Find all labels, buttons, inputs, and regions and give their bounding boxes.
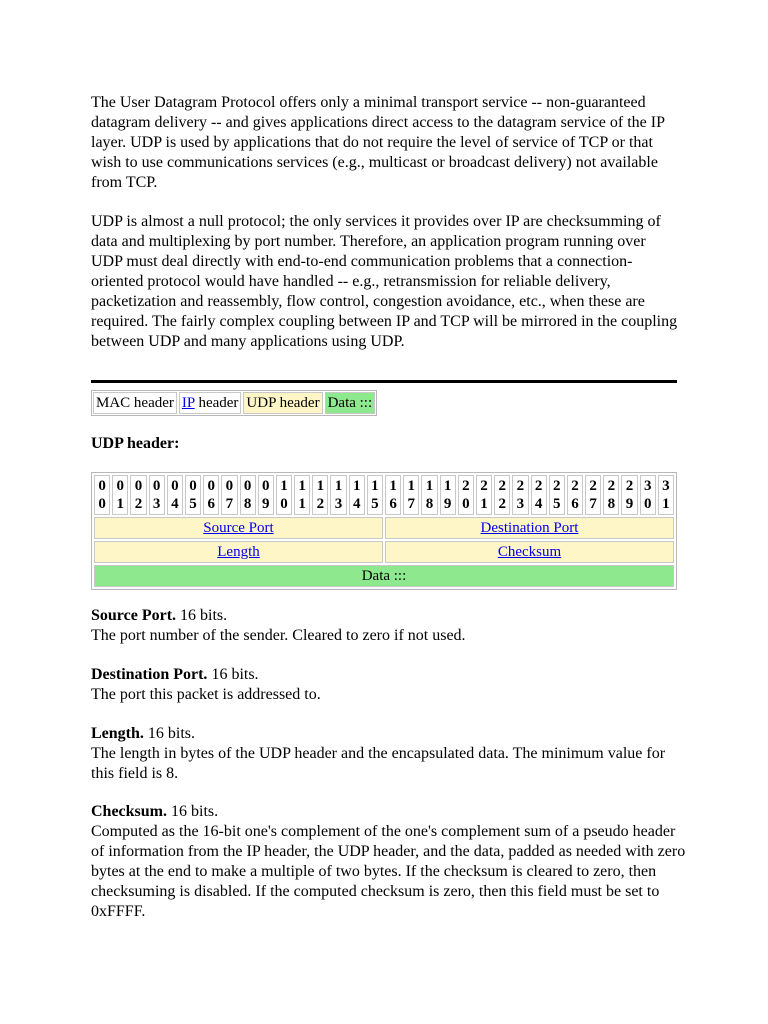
bit-number-cell [240, 475, 256, 515]
bit-number-cell [640, 475, 656, 515]
field-size: 16 bits. [167, 803, 219, 820]
bit-ones-digit: 4 [534, 496, 543, 512]
bit-ones-digit: 6 [207, 496, 215, 512]
encapsulation-table [91, 390, 377, 416]
field-size: 16 bits. [143, 725, 196, 742]
bit-tens-digit: 0 [207, 478, 215, 494]
bit-number-cell [276, 475, 292, 515]
bit-tens-digit: 1 [407, 478, 416, 494]
bit-number-cell [294, 475, 310, 515]
bit-ones-digit: 3 [516, 496, 525, 512]
length-cell [94, 541, 383, 563]
length-checksum-row [94, 541, 674, 563]
field-name: Source Port. [91, 607, 177, 624]
source-port-cell [94, 517, 383, 539]
bit-tens-digit: 0 [134, 478, 143, 494]
destination-port-link[interactable]: Destination Port [480, 520, 579, 536]
bit-ones-digit: 7 [225, 496, 234, 512]
bit-ones-digit: 3 [152, 496, 161, 512]
bit-ones-digit: 0 [98, 496, 106, 512]
bit-ones-digit: 8 [425, 496, 434, 512]
bit-ones-digit: 5 [553, 496, 561, 512]
bit-tens-digit: 0 [225, 478, 234, 494]
bit-tens-digit: 2 [607, 478, 616, 494]
bit-tens-digit: 2 [625, 478, 634, 494]
bit-ones-digit: 7 [407, 496, 416, 512]
ip-header-suffix: header [194, 395, 239, 411]
intro-paragraph-2: UDP is almost a null protocol; the only services it provides over IP are checksumming of data and multiplexing by port number. Therefore, an application program running over UDP must deal directly with end-to-end communication problems that a connection-oriented protocol would have handled -- e.g., retransmission for reliable delivery, packetization and reassembly, flow control, congestion avoidance, etc., when these are required. The fairly complex coupling between IP and TCP will be mirrored in the coupling between UDP and many applications using UDP. [91, 213, 678, 350]
field-name: Destination Port. [91, 666, 208, 683]
intro-paragraph-1: The User Datagram Protocol offers only a minimal transport service -- non-guaranteed datagram delivery -- and gives applications direct access to the datagram service of the IP layer. UDP is used by applications that do not require the level of service of TCP or that wish to use communications services (e.g., multicast or broadcast delivery) not available from TCP. [91, 94, 665, 191]
length-link[interactable]: Length [217, 544, 260, 560]
bit-tens-digit: 0 [189, 478, 197, 494]
bit-number-cell [658, 475, 674, 515]
field-size: 16 bits. [176, 607, 228, 624]
bit-number-cell [221, 475, 237, 515]
bit-number-row [94, 475, 674, 515]
bit-ones-digit: 9 [262, 496, 270, 512]
bit-ones-digit: 0 [643, 496, 652, 512]
bit-number-cell [330, 475, 346, 515]
bit-ones-digit: 0 [462, 496, 470, 512]
bit-ones-digit: 1 [662, 496, 670, 512]
port-row [94, 517, 674, 539]
checksum-cell [385, 541, 674, 563]
mac-header-cell: MAC header [93, 392, 177, 414]
bit-number-cell [130, 475, 146, 515]
bit-tens-digit: 2 [534, 478, 543, 494]
bit-number-cell [403, 475, 419, 515]
field-def-destination-port [91, 665, 691, 705]
field-def-checksum [91, 802, 691, 922]
bit-ones-digit: 6 [571, 496, 579, 512]
udp-header-title: UDP header: [91, 435, 180, 452]
bit-ones-digit: 0 [280, 496, 288, 512]
bit-tens-digit: 2 [553, 478, 561, 494]
bit-tens-digit: 1 [352, 478, 361, 494]
bit-number-cell [94, 475, 110, 515]
bit-tens-digit: 2 [498, 478, 506, 494]
bit-number-cell [512, 475, 528, 515]
bit-ones-digit: 2 [498, 496, 506, 512]
bit-ones-digit: 8 [607, 496, 616, 512]
bit-number-cell [385, 475, 401, 515]
bit-ones-digit: 2 [316, 496, 325, 512]
bit-tens-digit: 0 [98, 478, 106, 494]
destination-port-cell [385, 517, 674, 539]
field-desc: The length in bytes of the UDP header and the encapsulated data. The minimum value for this field is 8. [91, 745, 666, 782]
bit-number-cell [494, 475, 510, 515]
data-row-cell: Data ::: [94, 565, 674, 587]
field-def-length [91, 724, 691, 784]
ip-header-cell [179, 392, 242, 414]
bit-tens-digit: 0 [262, 478, 270, 494]
bit-tens-digit: 0 [116, 478, 125, 494]
field-size: 16 bits. [207, 666, 259, 683]
bit-number-cell [585, 475, 601, 515]
bit-ones-digit: 4 [352, 496, 361, 512]
bit-tens-digit: 0 [171, 478, 179, 494]
udp-header-cell: UDP header [243, 392, 322, 414]
bit-number-cell [258, 475, 274, 515]
bit-ones-digit: 9 [443, 496, 452, 512]
bit-tens-digit: 1 [334, 478, 343, 494]
bit-tens-digit: 1 [443, 478, 452, 494]
bit-tens-digit: 3 [643, 478, 652, 494]
bit-number-cell [349, 475, 365, 515]
bit-ones-digit: 7 [589, 496, 597, 512]
bit-number-cell [112, 475, 128, 515]
bit-ones-digit: 6 [389, 496, 397, 512]
bit-number-cell [440, 475, 456, 515]
horizontal-rule [91, 380, 677, 383]
bit-tens-digit: 0 [152, 478, 161, 494]
source-port-link[interactable]: Source Port [203, 520, 274, 536]
bit-tens-digit: 1 [280, 478, 288, 494]
bit-number-cell [203, 475, 219, 515]
bit-tens-digit: 2 [571, 478, 579, 494]
bit-ones-digit: 1 [116, 496, 125, 512]
bit-tens-digit: 1 [425, 478, 434, 494]
field-desc: The port this packet is addressed to. [91, 686, 321, 703]
bit-ones-digit: 5 [371, 496, 379, 512]
bit-ones-digit: 8 [243, 496, 252, 512]
field-desc: Computed as the 16-bit one's complement of the one's complement sum of a pseudo header of information from the IP header, the UDP header, and the data, padded as needed with zero bytes at the end to make a multiple of two bytes. If the checksum is cleared to zero, then checksuming is disabled. If the computed checksum is zero, then this field must be set to 0xFFFF. [91, 823, 686, 920]
bit-tens-digit: 2 [480, 478, 488, 494]
bit-ones-digit: 1 [298, 496, 306, 512]
bit-number-cell [458, 475, 474, 515]
bit-tens-digit: 1 [389, 478, 397, 494]
data-cell: Data ::: [325, 392, 376, 414]
bit-number-cell [621, 475, 637, 515]
bit-number-cell [149, 475, 165, 515]
bit-tens-digit: 3 [662, 478, 670, 494]
bit-number-cell [185, 475, 201, 515]
bit-number-cell [567, 475, 583, 515]
bit-number-cell [549, 475, 565, 515]
bit-number-cell [531, 475, 547, 515]
bit-tens-digit: 1 [298, 478, 306, 494]
bit-number-cell [421, 475, 437, 515]
bit-ones-digit: 5 [189, 496, 197, 512]
bit-tens-digit: 1 [316, 478, 325, 494]
bit-ones-digit: 4 [171, 496, 179, 512]
field-desc: The port number of the sender. Cleared to zero if not used. [91, 627, 466, 644]
bit-tens-digit: 2 [516, 478, 525, 494]
field-name: Checksum. [91, 803, 168, 820]
bit-number-cell [603, 475, 619, 515]
ip-link[interactable]: IP [181, 395, 195, 411]
bit-number-cell [367, 475, 383, 515]
bit-number-cell [312, 475, 328, 515]
bit-number-cell [476, 475, 492, 515]
bit-number-cell [167, 475, 183, 515]
bit-tens-digit: 2 [589, 478, 597, 494]
checksum-link[interactable]: Checksum [497, 544, 562, 560]
bit-ones-digit: 3 [334, 496, 343, 512]
bit-ones-digit: 1 [480, 496, 488, 512]
bit-ones-digit: 9 [625, 496, 634, 512]
data-row [94, 565, 674, 587]
field-name: Length. [91, 725, 144, 742]
udp-header-table [91, 472, 677, 590]
bit-tens-digit: 1 [371, 478, 379, 494]
bit-tens-digit: 0 [243, 478, 252, 494]
field-def-source-port [91, 606, 691, 646]
bit-tens-digit: 2 [462, 478, 470, 494]
bit-ones-digit: 2 [134, 496, 143, 512]
